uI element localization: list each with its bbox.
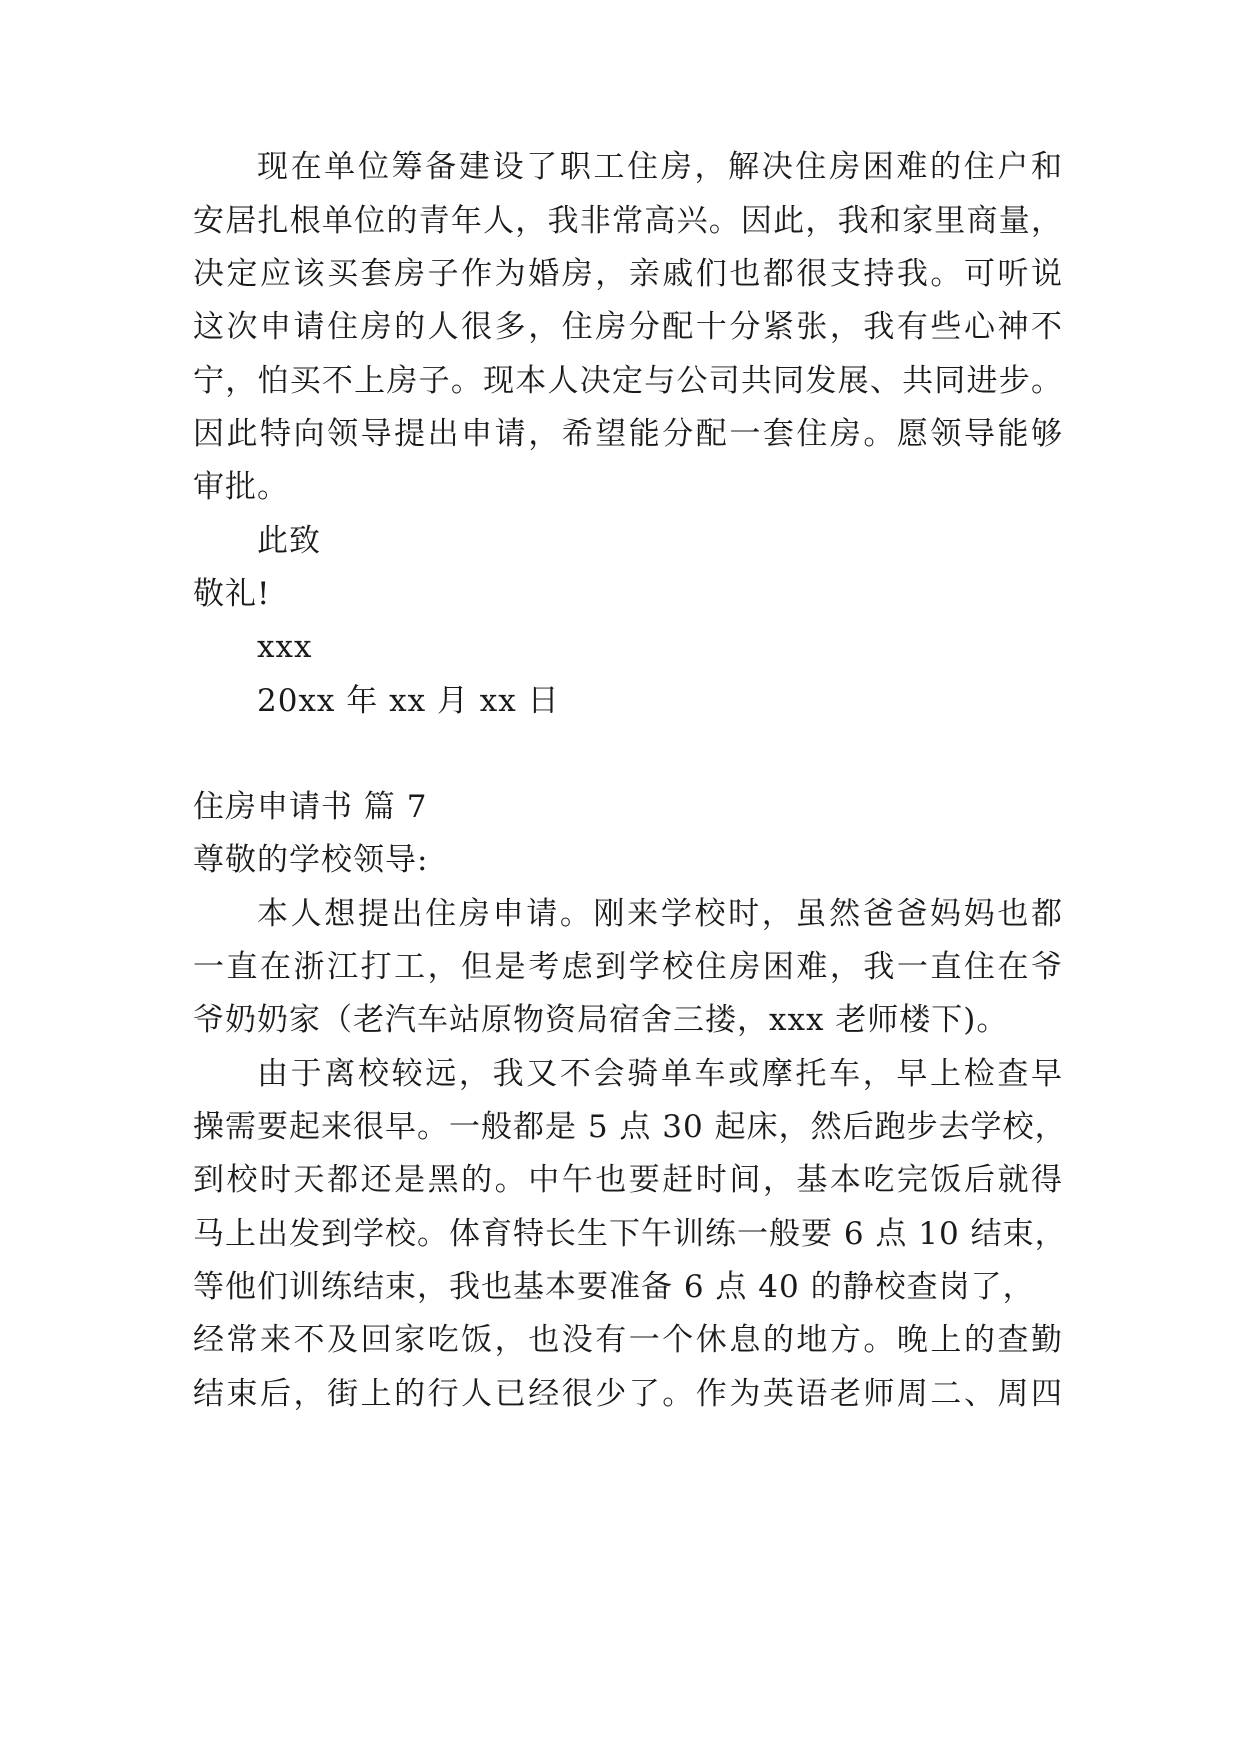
body-line: 由于离校较远，我又不会骑单车或摩托车，早上检查早 (257, 1056, 1063, 1092)
salute-text: 敬礼! (193, 576, 271, 612)
body-line: 审批。 (193, 469, 289, 505)
body-line: 等他们训练结束，我也基本要准备 6 点 40 的静校查岗了， (193, 1269, 1035, 1305)
body-line: 到校时天都还是黑的。中午也要赶时间，基本吃完饭后就得 (193, 1162, 1063, 1198)
body-line: 宁，怕买不上房子。现本人决定与公司共同发展、共同进步。 (193, 363, 1063, 399)
body-line: 经常来不及回家吃饭，也没有一个休息的地方。晚上的查勤 (193, 1322, 1063, 1358)
closing-text: 此致 (257, 523, 321, 559)
date-text: 20xx 年 xx 月 xx 日 (257, 683, 560, 719)
body-line: 本人想提出住房申请。刚来学校时，虽然爸爸妈妈也都 (257, 896, 1063, 932)
body-line: 爷奶奶家（老汽车站原物资局宿舍三搂，xxx 老师楼下)。 (193, 1002, 1009, 1038)
body-line: 安居扎根单位的青年人，我非常高兴。因此，我和家里商量， (193, 203, 1063, 239)
body-line: 决定应该买套房子作为婚房，亲戚们也都很支持我。可听说 (193, 256, 1063, 292)
body-line: 现在单位筹备建设了职工住房，解决住房困难的住户和 (257, 149, 1063, 185)
section-heading: 住房申请书 篇 7 (193, 789, 428, 825)
body-line: 结束后，街上的行人已经很少了。作为英语老师周二、周四 (193, 1376, 1063, 1412)
body-line: 马上出发到学校。体育特长生下午训练一般要 6 点 10 结束， (193, 1216, 1067, 1252)
signature-text: xxx (257, 629, 313, 665)
body-line: 操需要起来很早。一般都是 5 点 30 起床，然后跑步去学校， (193, 1109, 1067, 1145)
body-line: 一直在浙江打工，但是考虑到学校住房困难，我一直住在爷 (193, 949, 1063, 985)
body-line: 因此特向领导提出申请，希望能分配一套住房。愿领导能够 (193, 416, 1063, 452)
body-line: 这次申请住房的人很多，住房分配十分紧张，我有些心神不 (193, 309, 1063, 345)
greeting-text: 尊敬的学校领导: (193, 842, 429, 878)
